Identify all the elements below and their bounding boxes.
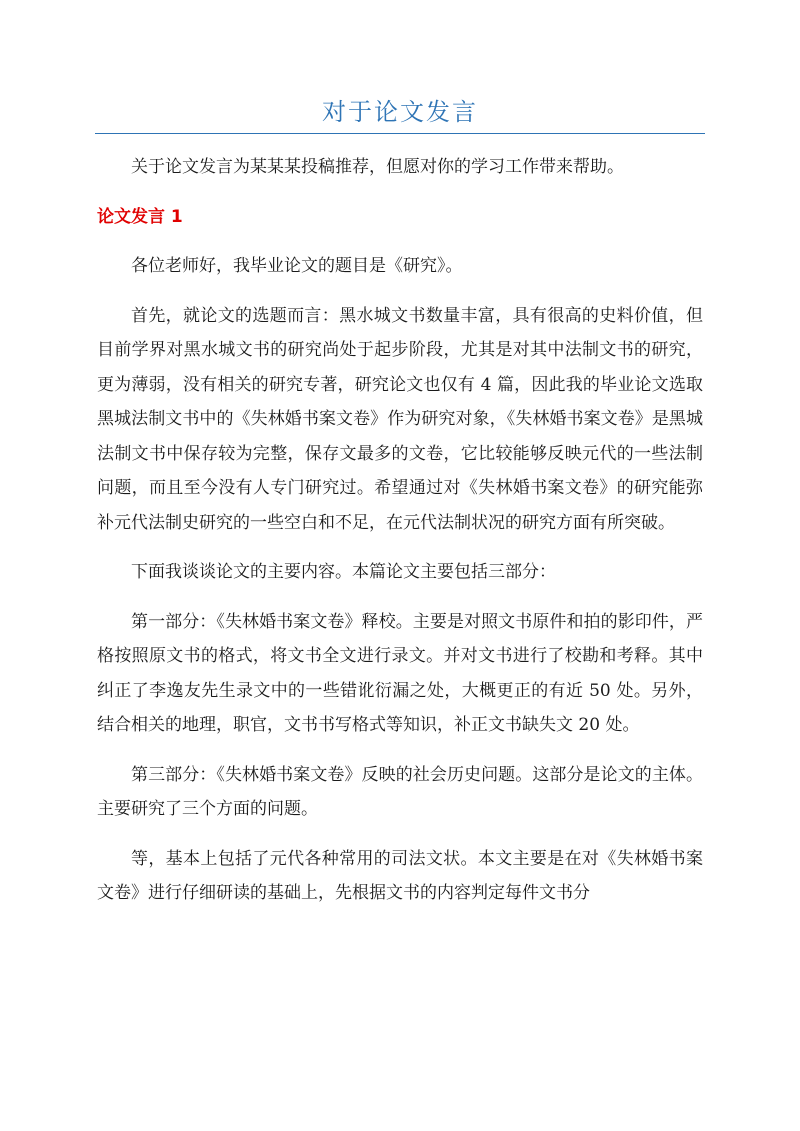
- body-paragraph: 下面我谈谈论文的主要内容。本篇论文主要包括三部分：: [131, 562, 556, 582]
- body-paragraph: 等，基本上包括了元代各种常用的司法文状。本文主要是在对《失林婚书案文卷》进行仔细研读的基础上，先根据文书的内容判定每件文书分: [97, 848, 703, 903]
- section-heading: 论文发言 1: [97, 206, 183, 227]
- body-paragraph: 第一部分：《失林婚书案文卷》释校。主要是对照文书原件和拍的影印件，严格按照原文书的格式，将文书全文进行录文。并对文书进行了校勘和考释。其中纠正了李逸友先生录文中的一些错讹衍漏之处，大概更正的有近 50 处。另外，结合相关的地理，职官，文书书写格式等知识，补正文书缺失文 20 处。: [97, 611, 703, 735]
- body-paragraph: 首先，就论文的选题而言：黑水城文书数量丰富，具有很高的史料价值，但目前学界对黑水城文书的研究尚处于起步阶段，尤其是对其中法制文书的研究，更为薄弱，没有相关的研究专著，研究论文也仅有 4 篇，因此我的毕业论文选取黑城法制文书中的《失林婚书案文卷》作为研究对象，《失林婚书案文卷》是黑城法制文书中保存较为完整，保存文最多的文卷，它比较能够反映元代的一些法制问题，而且至今没有人专门研究过。希望通过对《失林婚书案文卷》的研究能弥补元代法制史研究的一些空白和不足，在元代法制状况的研究方面有所突破。: [97, 305, 703, 533]
- title-divider: [95, 133, 705, 134]
- document-body: [97, 150, 703, 926]
- document-title: 对于论文发言: [322, 98, 478, 126]
- intro-paragraph: 关于论文发言为某某某投稿推荐，但愿对你的学习工作带来帮助。: [131, 157, 624, 177]
- body-paragraph: 各位老师好，我毕业论文的题目是《研究》。: [131, 256, 463, 276]
- body-paragraph: 第三部分：《失林婚书案文卷》反映的社会历史问题。这部分是论文的主体。主要研究了三个方面的问题。: [97, 764, 703, 819]
